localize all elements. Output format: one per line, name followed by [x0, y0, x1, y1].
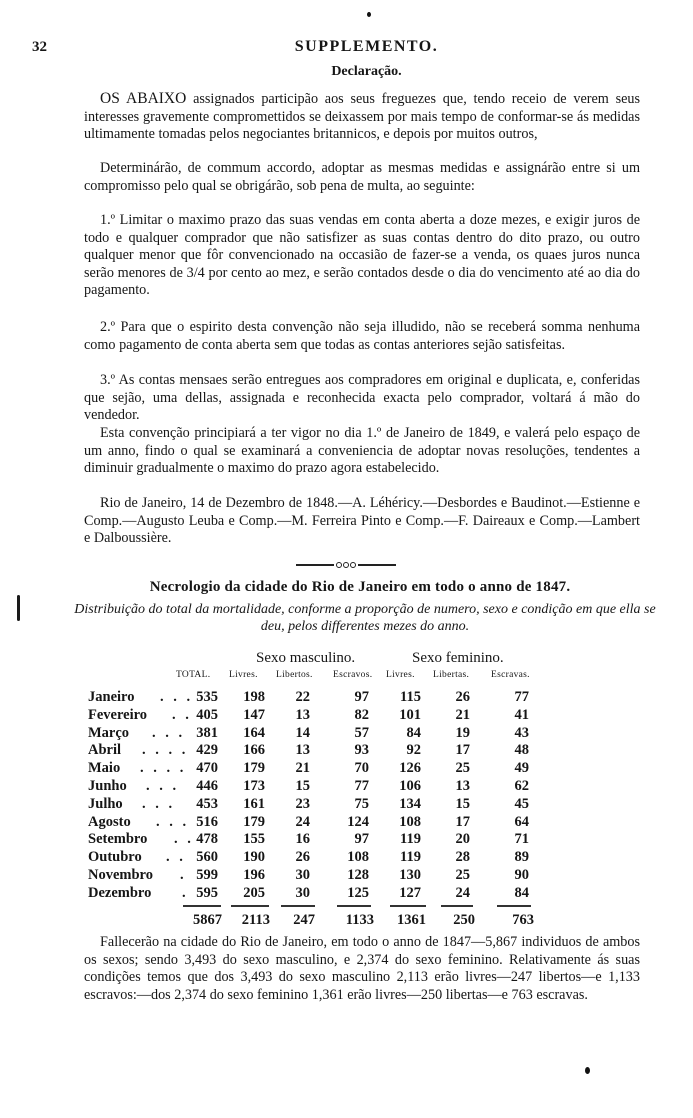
table-row: [88, 831, 628, 848]
cell-male-escravos: 77: [354, 778, 369, 794]
total-male-libertos: 247: [293, 912, 315, 928]
cell-female-libertas: 13: [455, 778, 470, 794]
cell-male-libertos: 30: [295, 867, 310, 883]
table-row: [88, 885, 628, 902]
total-female-escravas: 763: [512, 912, 534, 928]
cell-male-escravos: 128: [347, 867, 369, 883]
running-title: SUPPLEMENTO.: [294, 38, 439, 55]
ink-speck: [585, 1067, 590, 1074]
cell-male-livres: 179: [243, 813, 265, 830]
total-rule: [497, 905, 531, 907]
leader-dots: . .: [172, 706, 192, 723]
cell-female-libertas: 28: [455, 849, 470, 866]
cell-male-livres: 173: [243, 778, 265, 794]
cell-total: 516: [196, 813, 218, 830]
cell-total: 535: [196, 689, 218, 705]
cell-female-libertas: 17: [455, 813, 470, 830]
total-all: 5867: [193, 912, 222, 928]
leader-dots: . . . .: [140, 760, 187, 777]
cell-male-escravos: 97: [354, 831, 369, 848]
cell-male-libertos: 30: [295, 884, 310, 901]
cell-female-escravas: 77: [514, 689, 529, 705]
table-row: [88, 814, 628, 831]
column-header-male-livres: Livres.: [229, 670, 258, 680]
cell-female-libertas: 25: [455, 867, 470, 883]
declaration-title: Declaração.: [331, 64, 402, 79]
cell-male-livres: 196: [243, 867, 265, 883]
leader-dots: . . . .: [142, 742, 189, 759]
cell-total: 478: [196, 831, 218, 848]
cell-male-livres: 161: [243, 795, 265, 812]
cell-female-escravas: 64: [514, 813, 529, 830]
cell-female-livres: 119: [400, 849, 421, 866]
cell-male-libertos: 16: [295, 831, 310, 848]
month-label: Fevereiro: [88, 706, 148, 723]
cell-total: 429: [196, 742, 218, 759]
declaration-clause-2: [84, 319, 640, 354]
cell-total: 470: [196, 760, 218, 777]
leader-dots: . . .: [152, 724, 186, 741]
paragraph-lead: OS ABAIXO: [100, 90, 187, 107]
cell-male-libertos: 22: [295, 689, 310, 705]
table-row: [88, 760, 628, 777]
cell-male-livres: 190: [243, 849, 265, 866]
cell-male-livres: 155: [243, 831, 265, 848]
cell-female-escravas: 90: [514, 867, 529, 883]
cell-female-escravas: 45: [514, 795, 529, 812]
cell-male-libertos: 15: [295, 778, 310, 794]
margin-mark: [17, 595, 20, 621]
table-row: [88, 796, 628, 813]
cell-male-livres: 205: [243, 884, 265, 901]
header-sexo-feminino: Sexo feminino.: [412, 650, 504, 666]
month-label: Novembro: [88, 867, 153, 883]
total-rule: [441, 905, 473, 907]
cell-male-livres: 179: [243, 760, 265, 777]
column-header-female-livres: Livres.: [386, 670, 415, 680]
cell-male-escravos: 93: [354, 742, 369, 759]
cell-female-livres: 108: [399, 813, 421, 830]
cell-male-escravos: 124: [347, 813, 369, 830]
table-row: [88, 867, 628, 884]
cell-male-libertos: 23: [295, 795, 310, 812]
cell-female-libertas: 24: [455, 884, 470, 901]
month-label: Julho: [88, 795, 123, 812]
column-header-male-libertos: Libertos.: [276, 670, 313, 680]
ink-speck: [367, 12, 371, 17]
leader-dots: . . .: [156, 813, 190, 830]
cell-male-escravos: 82: [354, 706, 369, 723]
leader-dots: . .: [174, 831, 194, 848]
declaration-validity: [84, 425, 640, 478]
table-row: [88, 849, 628, 866]
paragraph-text: 3.º As contas mensaes serão entregues aos compradores em original e duplicata, e, conferidas que sejão, uma dellas, assignada e reconhecida exacta pelo comprador, voltará á mão do vendedor.: [84, 372, 640, 424]
leader-dots: .: [180, 867, 187, 883]
month-label: Outubro: [88, 849, 142, 866]
cell-female-escravas: 89: [514, 849, 529, 866]
cell-female-libertas: 26: [455, 689, 470, 705]
leader-dots: . .: [166, 849, 186, 866]
cell-male-libertos: 26: [295, 849, 310, 866]
leader-dots: . . .: [146, 778, 180, 794]
cell-male-libertos: 21: [295, 760, 310, 777]
month-label: Junho: [88, 778, 127, 794]
cell-total: 599: [196, 867, 218, 883]
cell-male-libertos: 24: [295, 813, 310, 830]
leader-dots: . . .: [160, 689, 194, 705]
mortality-summary: Fallecerão na cidade do Rio de Janeiro, em todo o anno de 1847—5,867 individuos de ambos os sexos; sendo 3,493 do sexo masculino, e 2,374 do sexo feminino. Relativamente ás suas condições temos que dos 3,493 do sexo masculino 2,113 erão livres—247 libertos—e 1,133 escravos:—dos 2,374 do sexo feminino 1,361 erão livres—250 libertas—e 763 escravas.: [84, 934, 640, 1003]
total-rule: [281, 905, 315, 907]
cell-total: 446: [196, 778, 218, 794]
cell-male-escravos: 75: [354, 795, 369, 812]
declaration-signatures: [84, 495, 640, 548]
cell-male-libertos: 14: [295, 724, 310, 741]
paragraph-text: 1.º Limitar o maximo prazo das suas vendas em conta aberta a doze mezes, e exigir juros de todo e qualquer comprador que não satisfizer as suas contas dentro do dito prazo, ou outro qualquer menor que fôr convencionado na occasião de fazer-se a venda, os quaes juros nunca serão menores de 3/4 por cento ao mez, e serão contados desde o dia do vencimento até ao dia do pagamento.: [84, 212, 640, 299]
total-female-livres: 1361: [397, 912, 426, 928]
total-male-escravos: 1133: [345, 912, 374, 928]
cell-female-livres: 115: [400, 689, 421, 705]
ornamental-divider: [296, 562, 396, 568]
total-rule: [183, 905, 221, 907]
month-label: Agosto: [88, 813, 131, 830]
table-row: [88, 742, 628, 759]
cell-male-escravos: 57: [354, 724, 369, 741]
necrologio-title: Necrologio da cidade do Rio de Janeiro em todo o anno de 1847.: [149, 579, 571, 595]
cell-total: 405: [196, 706, 218, 723]
table-row: [88, 707, 628, 724]
declaration-clause-1: [84, 212, 640, 300]
cell-female-libertas: 17: [455, 742, 470, 759]
cell-male-libertos: 13: [295, 706, 310, 723]
cell-female-livres: 126: [399, 760, 421, 777]
cell-female-escravas: 71: [514, 831, 529, 848]
declaration-paragraph-intro: [84, 90, 640, 144]
cell-female-libertas: 20: [455, 831, 470, 848]
cell-female-libertas: 19: [455, 724, 470, 741]
cell-male-escravos: 70: [354, 760, 369, 777]
leader-dots: .: [182, 884, 189, 901]
cell-male-livres: 198: [243, 689, 265, 705]
paragraph-text: Esta convenção principiará a ter vigor no dia 1.º de Janeiro de 1849, e valerá pelo espaço de um anno, findo o qual se examinará a conveniencia de adoptar novas resoluções, tendentes a diminuir gradualmente o maximo do prazo agora estabelecido.: [84, 425, 640, 477]
cell-female-livres: 119: [400, 831, 421, 848]
cell-female-livres: 101: [399, 706, 421, 723]
cell-female-escravas: 48: [514, 742, 529, 759]
month-label: Março: [88, 724, 130, 741]
cell-female-escravas: 49: [514, 760, 529, 777]
cell-male-livres: 164: [243, 724, 265, 741]
table-row: [88, 778, 628, 795]
cell-total: 560: [196, 849, 218, 866]
cell-female-libertas: 15: [455, 795, 470, 812]
paragraph-text: assignados participão aos seus freguezes que, tendo receio de verem seus interesses gravemente compromettidos se deixassem por mais tempo de conformar-se ás medidas ultimamente tomadas pelos negociantes britannicos, e depois por muitos outros,: [84, 91, 640, 143]
cell-male-escravos: 97: [354, 689, 369, 705]
month-label: Maio: [88, 760, 121, 777]
total-female-libertas: 250: [453, 912, 475, 928]
table-row: [88, 725, 628, 742]
paragraph-text: Determinárão, de commum accordo, adoptar as mesmas medidas e assignárão entre si um compromisso pelo qual se obrigárão, sob pena de multa, ao seguinte:: [84, 160, 640, 194]
cell-total: 595: [196, 884, 218, 901]
column-header-female-libertas: Libertas.: [433, 670, 470, 680]
total-rule: [337, 905, 371, 907]
month-label: Setembro: [88, 831, 148, 848]
declaration-clause-3: [84, 372, 640, 425]
necrologio-subtitle: Distribuição do total da mortalidade, conforme a proporção de numero, sexo e condição em que ella se deu, pelos differentes mezes do anno.: [74, 602, 656, 634]
month-label: Dezembro: [88, 884, 152, 901]
cell-female-livres: 84: [406, 724, 421, 741]
cell-female-escravas: 41: [514, 706, 529, 723]
table-row: [88, 689, 628, 706]
cell-female-escravas: 43: [514, 724, 529, 741]
paragraph-text: Rio de Janeiro, 14 de Dezembro de 1848.—A. Léhéricy.—Desbordes e Baudinot.—Estienne e Comp.—Augusto Leuba e Comp.—M. Ferreira Pinto e Comp.—F. Daireaux e Comp.—Lambert e Dalboussière.: [84, 495, 640, 547]
cell-female-libertas: 21: [455, 706, 470, 723]
header-sexo-masculino: Sexo masculino.: [256, 650, 356, 666]
cell-female-escravas: 84: [514, 884, 529, 901]
cell-female-livres: 134: [399, 795, 421, 812]
cell-female-escravas: 62: [514, 778, 529, 794]
cell-male-libertos: 13: [295, 742, 310, 759]
cell-female-livres: 127: [399, 884, 421, 901]
cell-female-livres: 130: [399, 867, 421, 883]
cell-male-livres: 166: [243, 742, 265, 759]
declaration-paragraph-resolution: [84, 160, 640, 195]
cell-male-escravos: 108: [347, 849, 369, 866]
leader-dots: . . .: [142, 795, 176, 812]
page-number: 32: [32, 39, 47, 55]
paragraph-text: 2.º Para que o espirito desta convenção não seja illudido, não se receberá somma nenhuma como pagamento de conta aberta sem que todas as contas anteriores sejão satisfeitas.: [84, 319, 640, 353]
cell-female-livres: 92: [406, 742, 421, 759]
total-rule: [231, 905, 269, 907]
total-rule: [390, 905, 426, 907]
column-header-female-escravas: Escravas.: [491, 670, 530, 680]
column-header-total: TOTAL.: [176, 670, 211, 680]
total-male-livres: 2113: [241, 912, 270, 928]
cell-total: 453: [196, 795, 218, 812]
totals-row: [88, 912, 628, 929]
cell-male-livres: 147: [243, 706, 265, 723]
cell-female-libertas: 25: [455, 760, 470, 777]
cell-female-livres: 106: [399, 778, 421, 794]
cell-total: 381: [196, 724, 218, 741]
month-label: Janeiro: [88, 689, 135, 705]
cell-male-escravos: 125: [347, 884, 369, 901]
month-label: Abril: [88, 742, 122, 759]
column-header-male-escravos: Escravos.: [333, 670, 373, 680]
